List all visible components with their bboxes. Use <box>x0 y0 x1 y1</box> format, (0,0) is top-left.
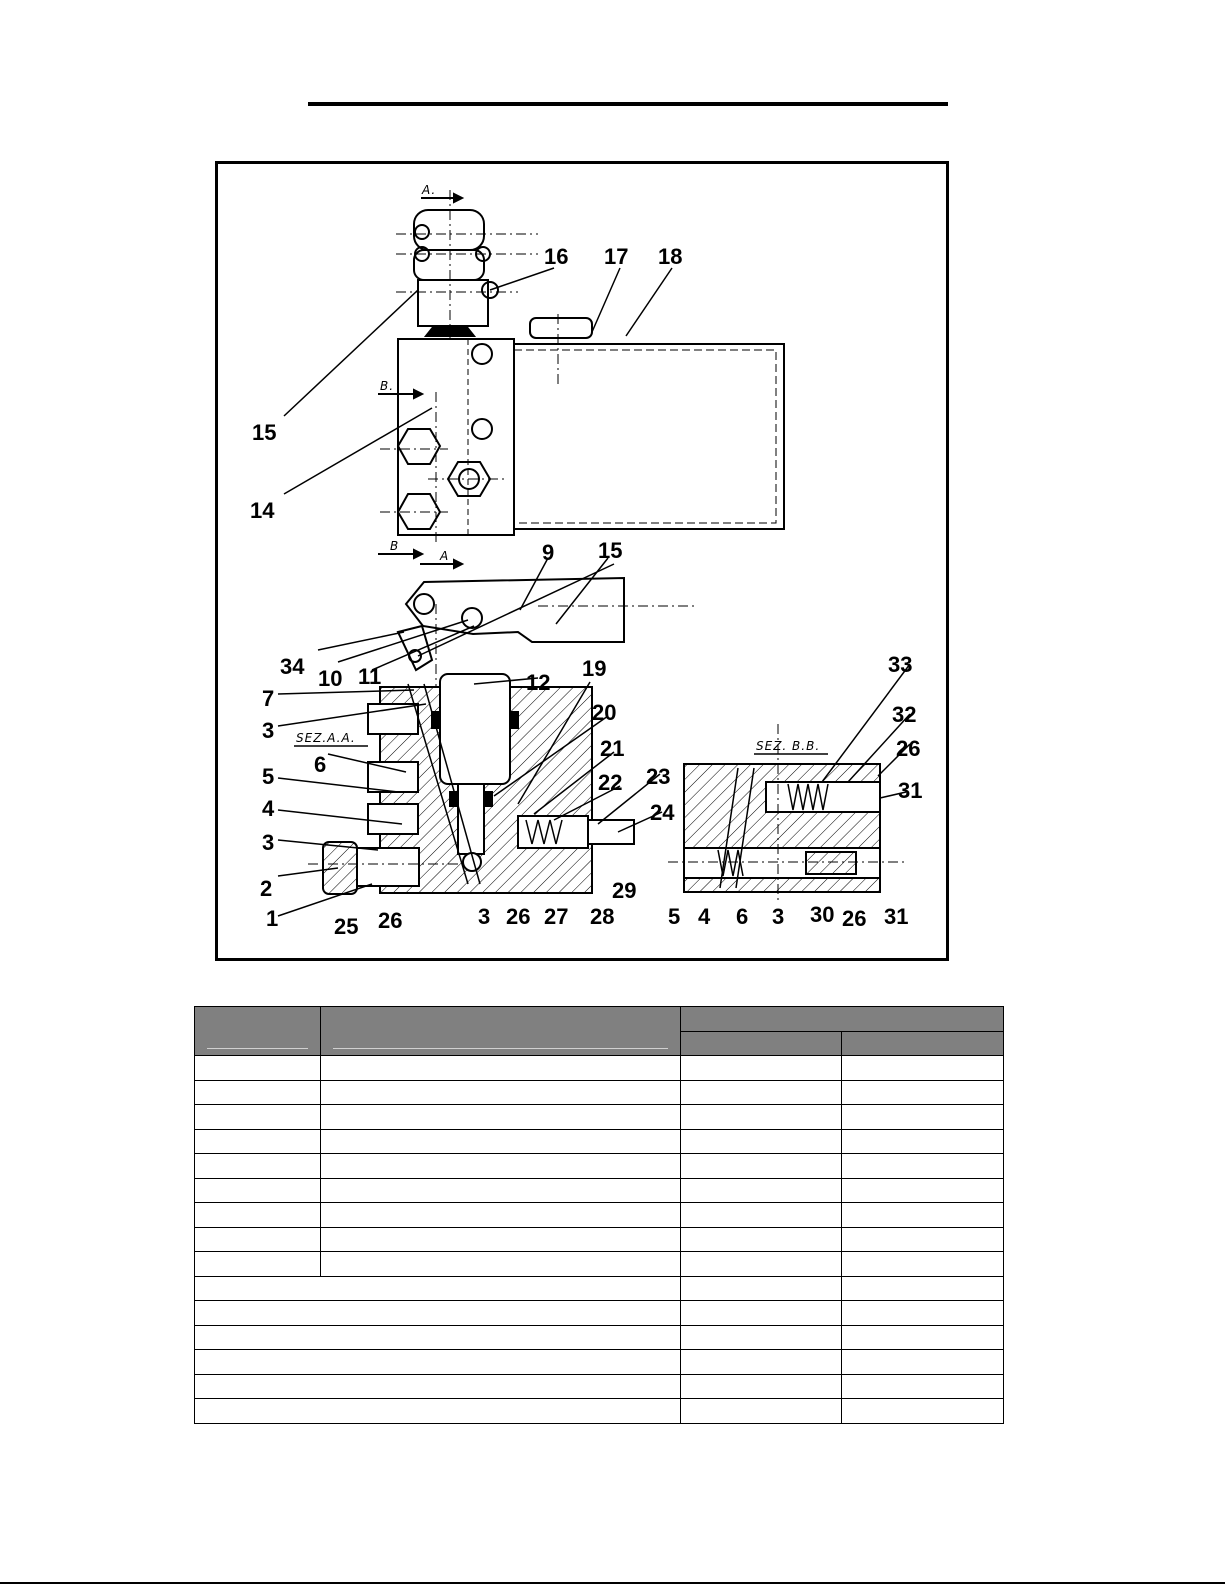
callout-12: 12 <box>526 670 551 695</box>
technical-drawing <box>215 161 949 961</box>
callout-24: 24 <box>650 800 675 825</box>
table-row <box>195 1252 1004 1277</box>
table-row <box>195 1227 1004 1252</box>
header-cell-description <box>321 1007 681 1056</box>
callout-11: 11 <box>358 664 382 689</box>
table-row-wide <box>195 1350 1004 1375</box>
callout-7: 7 <box>262 686 275 711</box>
callout-31-b: 31 <box>884 904 909 929</box>
callout-10: 10 <box>318 666 343 691</box>
header-cell-sub-1 <box>680 1031 842 1056</box>
callout-6-b: 6 <box>736 904 749 929</box>
callout-6: 6 <box>314 752 327 777</box>
drawing-svg <box>218 164 952 964</box>
table-header-row <box>195 1007 1004 1032</box>
callout-3-b: 3 <box>262 830 275 855</box>
callout-33: 33 <box>888 652 913 677</box>
callout-31-a: 31 <box>898 778 923 803</box>
callout-4: 4 <box>262 796 275 821</box>
callout-3-a: 3 <box>262 718 275 743</box>
callout-5-b: 5 <box>668 904 681 929</box>
header-cell-code <box>195 1007 321 1056</box>
callout-20: 20 <box>592 700 617 725</box>
callout-15-mid: 15 <box>598 538 623 563</box>
callout-15-top: 15 <box>252 420 277 445</box>
callout-25: 25 <box>334 914 359 939</box>
callout-18: 18 <box>658 244 683 269</box>
callout-5: 5 <box>262 764 275 789</box>
callout-4-b: 4 <box>698 904 711 929</box>
upper-assembly <box>378 190 784 568</box>
callout-3-d: 3 <box>772 904 785 929</box>
section-aa <box>308 674 634 894</box>
callout-21: 21 <box>600 736 625 761</box>
callout-28: 28 <box>590 904 615 929</box>
header-cell-sub-2 <box>842 1031 1004 1056</box>
callout-3-c: 3 <box>478 904 491 929</box>
callout-26-b: 26 <box>506 904 531 929</box>
footer-rule <box>0 1582 1225 1584</box>
section-a-top: A. <box>422 183 437 197</box>
callout-22: 22 <box>598 770 623 795</box>
table-row <box>195 1203 1004 1228</box>
callout-14: 14 <box>250 498 275 523</box>
callout-32: 32 <box>892 702 917 727</box>
table-row-wide <box>195 1399 1004 1424</box>
table-row <box>195 1129 1004 1154</box>
callout-30: 30 <box>810 902 835 927</box>
table-row <box>195 1056 1004 1081</box>
header-cell-group <box>680 1007 1003 1032</box>
callout-27: 27 <box>544 904 569 929</box>
callout-34: 34 <box>280 654 305 679</box>
callout-29: 29 <box>612 878 637 903</box>
table-row <box>195 1105 1004 1130</box>
table-row <box>195 1080 1004 1105</box>
callout-19: 19 <box>582 656 607 681</box>
section-b-bottom: B <box>390 539 400 553</box>
callout-1: 1 <box>266 906 279 931</box>
callout-26-a: 26 <box>378 908 403 933</box>
table-row-wide <box>195 1374 1004 1399</box>
callout-26-c: 26 <box>896 736 921 761</box>
section-aa-title: SEZ.A.A. <box>296 731 356 745</box>
table-row-wide <box>195 1301 1004 1326</box>
table-row <box>195 1178 1004 1203</box>
section-bb-title: SEZ. B.B. <box>756 739 821 753</box>
callout-26-d: 26 <box>842 906 867 931</box>
callout-17: 17 <box>604 244 629 269</box>
top-rule <box>308 102 948 106</box>
table-row-wide <box>195 1276 1004 1301</box>
callout-2: 2 <box>260 876 273 901</box>
callout-23: 23 <box>646 764 671 789</box>
table-row <box>195 1154 1004 1179</box>
section-b-top: B. <box>380 379 395 393</box>
parts-table <box>194 1006 1004 1424</box>
callout-9: 9 <box>542 540 555 565</box>
callout-16: 16 <box>544 244 569 269</box>
table-row-wide <box>195 1325 1004 1350</box>
section-a-bottom: A <box>440 549 450 563</box>
